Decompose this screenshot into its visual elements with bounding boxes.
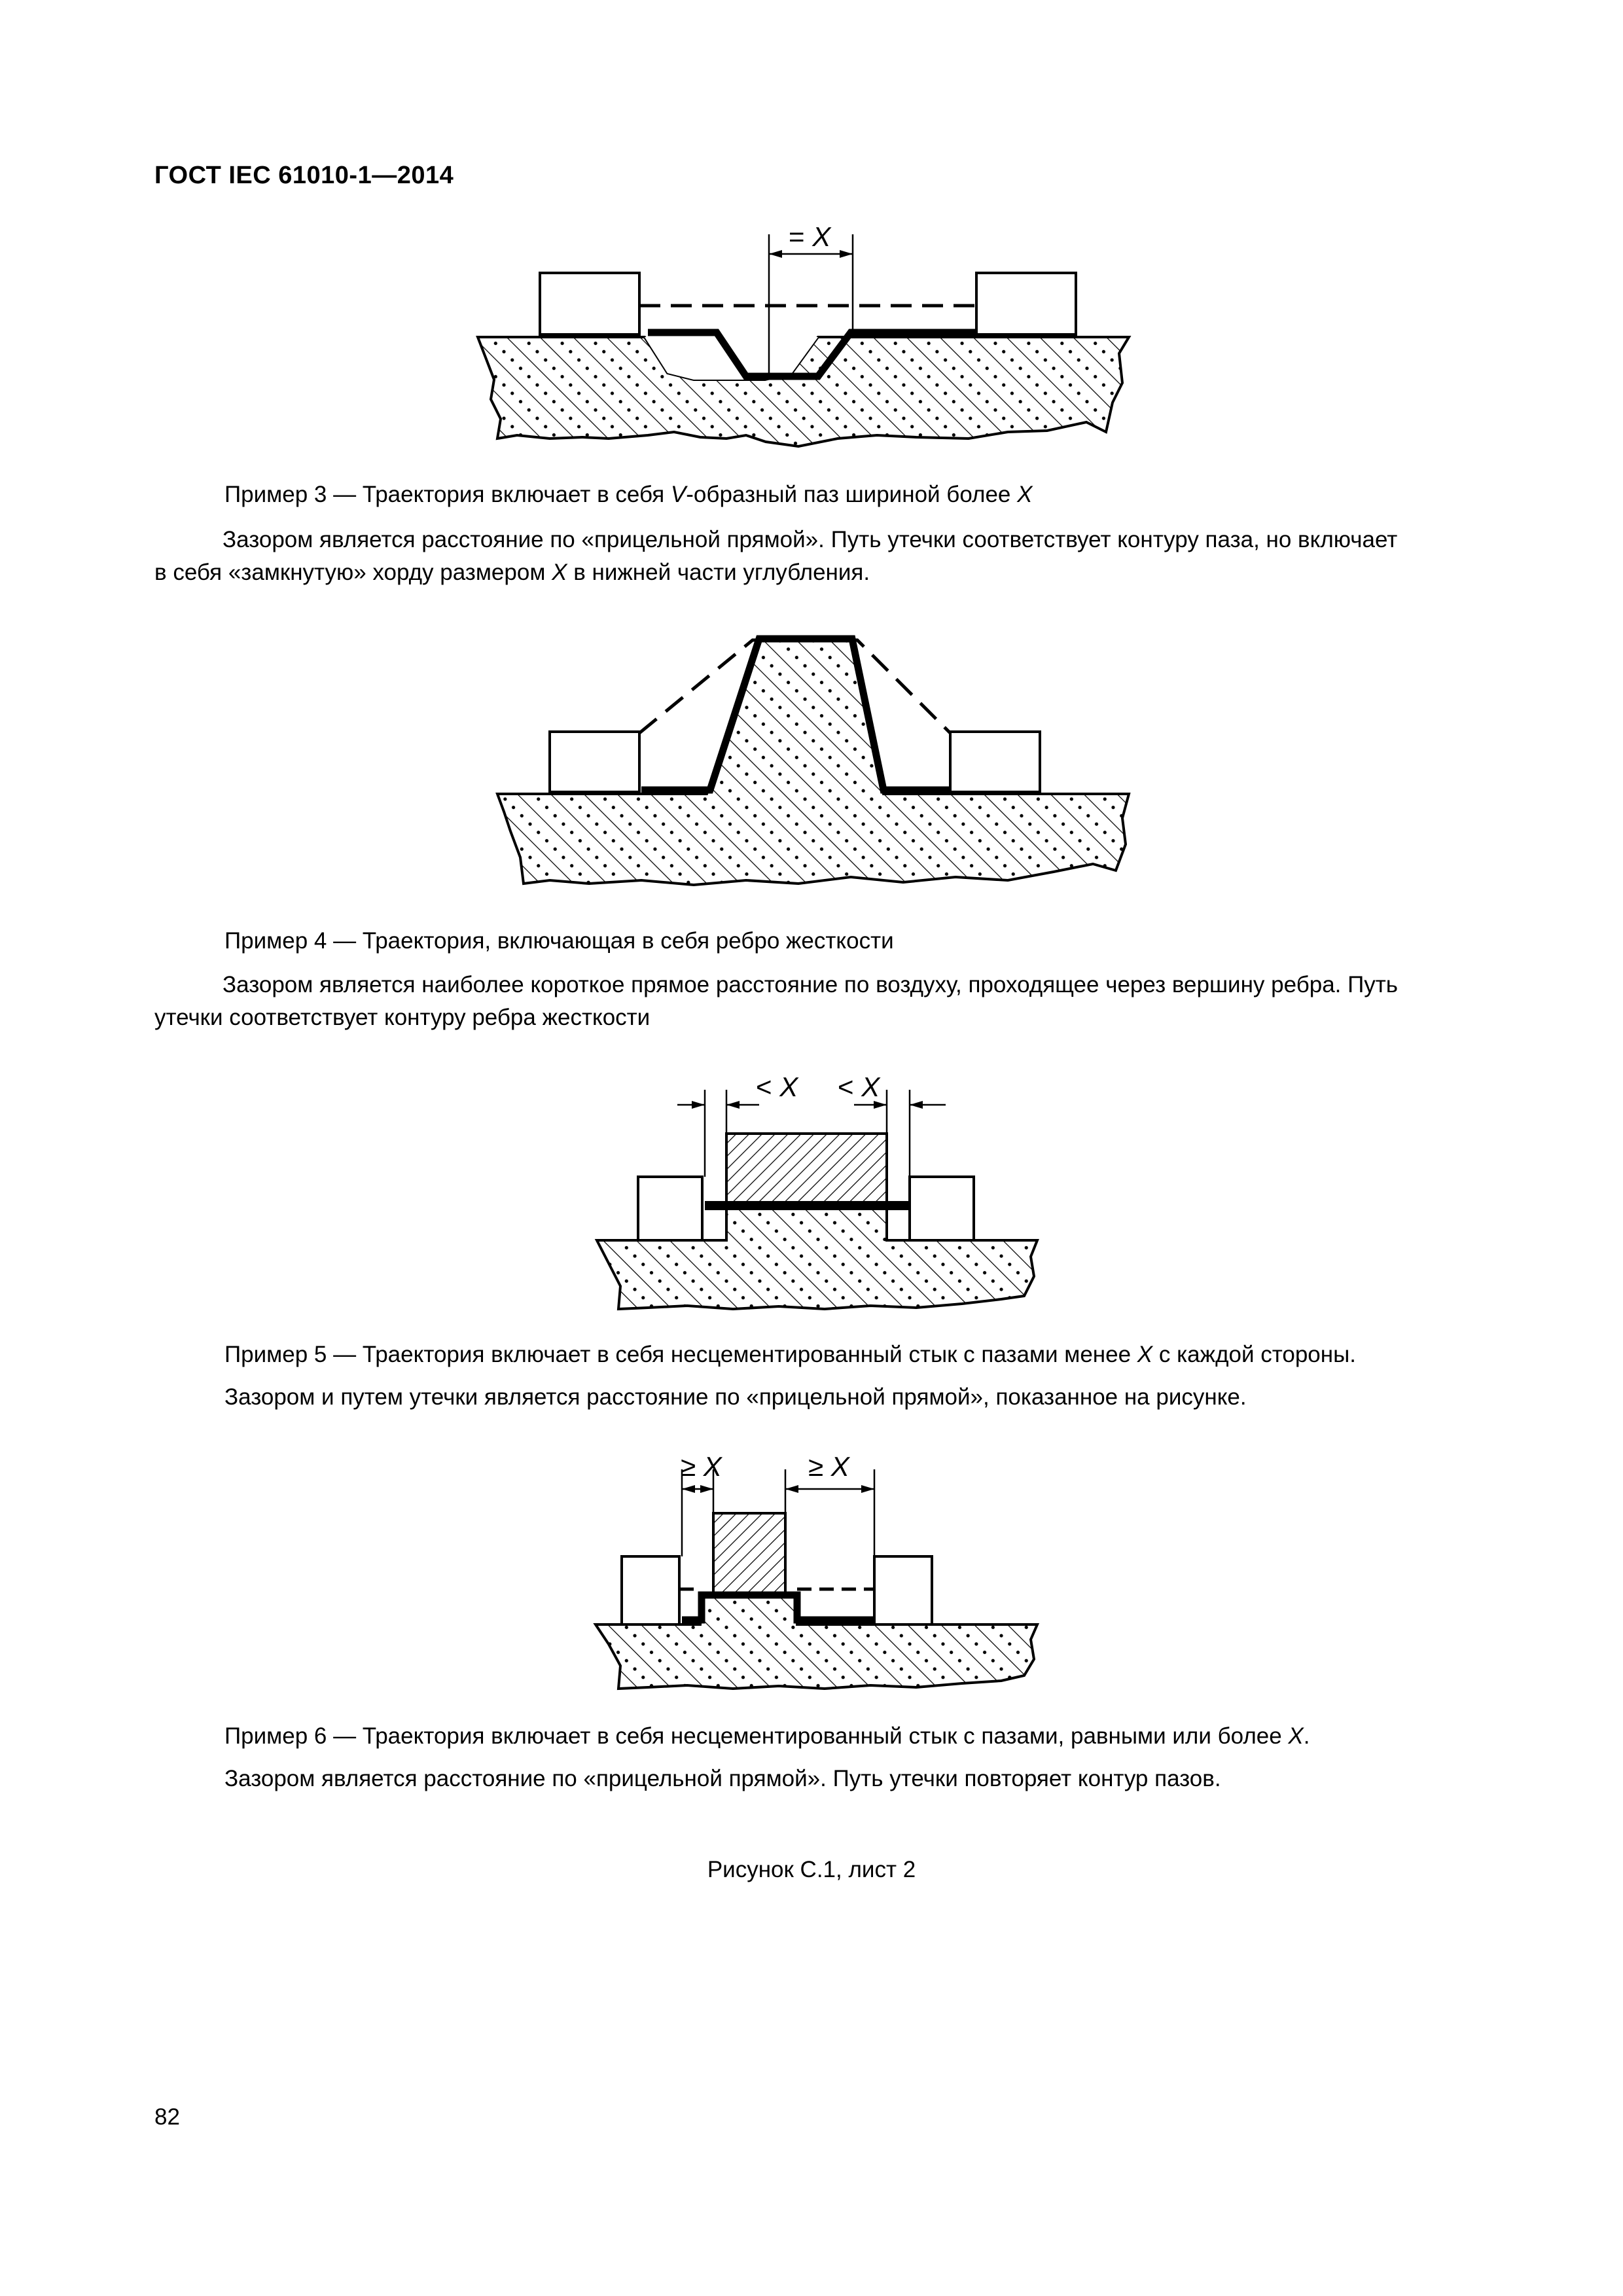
- insulating-piece: [726, 1134, 887, 1204]
- example-3-title: Пример 3 — Траектория включает в себя V-образный паз шириной более X: [224, 482, 1033, 507]
- figure-example-3: [458, 223, 1171, 452]
- figure-example-4: [484, 628, 1145, 903]
- conductor-right: [874, 1556, 932, 1624]
- page-number: 82: [154, 2104, 180, 2130]
- example-4-title: Пример 4 — Траектория, включающая в себя ребро жесткости: [224, 928, 894, 954]
- example-5-title: Пример 5 — Траектория включает в себя несцементированный стык с пазами менее X с каждой стороны.: [224, 1342, 1356, 1367]
- dimension-label: = X: [789, 221, 831, 252]
- conductor-left: [550, 732, 639, 792]
- figure-example-5: [589, 1060, 1047, 1335]
- figure-example-6: [589, 1440, 1047, 1715]
- dimension-label-right: ≥ X: [808, 1451, 849, 1482]
- conductor-right: [976, 273, 1076, 334]
- conductor-right: [910, 1177, 974, 1240]
- dimension-label-right: < X: [838, 1071, 880, 1102]
- example-4-description: Зазором является наиболее короткое прямое расстояние по воздуху, проходящее через вершину ребра. Путь утечки соответствует контуру ребра жесткости: [154, 972, 1399, 1030]
- example-3-description: Зазором является расстояние по «прицельной прямой». Путь утечки соответствует контуру паза, но включает в себя «замкнутую» хорду размером X в нижней части углубления.: [154, 527, 1398, 585]
- conductor-left: [622, 1556, 679, 1624]
- dimension-label-left: < X: [756, 1071, 798, 1102]
- example-6-description: Зазором является расстояние по «прицельной прямой». Путь утечки повторяет контур пазов.: [224, 1766, 1221, 1791]
- conductor-left: [540, 273, 639, 334]
- example-6-title: Пример 6 — Траектория включает в себя несцементированный стык с пазами, равными или более X.: [224, 1723, 1310, 1749]
- insulating-piece: [713, 1513, 785, 1593]
- dimension-label-left: ≥ X: [681, 1451, 722, 1482]
- conductor-right: [950, 732, 1040, 792]
- document-header: ГОСТ IEC 61010-1—2014: [154, 162, 454, 189]
- conductor-left: [638, 1177, 702, 1240]
- example-5-description: Зазором и путем утечки является расстояние по «прицельной прямой», показанное на рисунке.: [224, 1384, 1247, 1410]
- figure-caption: Рисунок С.1, лист 2: [707, 1857, 916, 1882]
